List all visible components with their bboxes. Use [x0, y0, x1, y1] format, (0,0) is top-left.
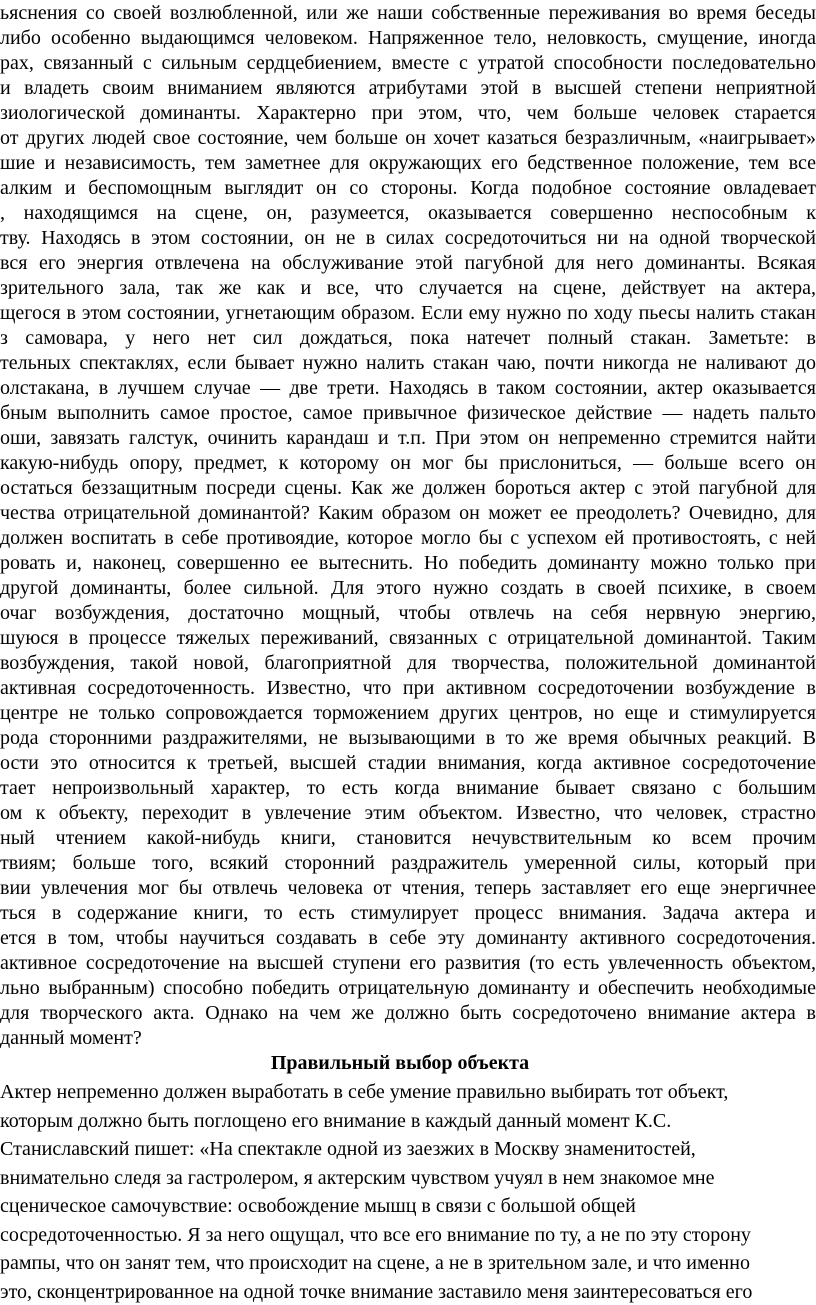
text-line: тву. Находясь в этом состоянии, он не в силах сосредоточиться ни на одной творческой: [0, 227, 816, 249]
text-line: активная сосредоточенность. Известно, что при активном сосредоточении возбуждение в: [0, 677, 816, 699]
text-line: шуюся в процессе тяжелых переживаний, связанных с отрицательной доминантой. Таким: [0, 627, 816, 649]
text-line: от других людей свое состояние, чем больше он хочет казаться безразличным, «наигрывает»: [0, 127, 816, 149]
text-line: шие и независимость, тем заметнее для окружающих его бедственное положение, тем все: [0, 152, 816, 174]
text-line: з самовара, у него нет сил дождаться, пока натечет полный стакан. Заметьте: в: [0, 327, 816, 349]
text-line: ровать и, наконец, совершенно ее вытеснить. Но победить доминанту можно только при: [0, 552, 816, 574]
text-line: должен воспитать в себе противоядие, которое могло бы с успехом ей противостоять, с ней: [0, 527, 816, 549]
text-line: щегося в этом состоянии, угнетающим образом. Если ему нужно по ходу пьесы налить стакан: [0, 302, 816, 324]
text-line: рода сторонними раздражителями, не вызывающими в то же время обычных реакций. В: [0, 727, 816, 749]
text-line: остаться беззащитным посреди сцены. Как же должен бороться актер с этой пагубной для: [0, 477, 816, 499]
text-line: бным выполнить самое простое, самое привычное физическое действие — надеть пальто: [0, 402, 816, 424]
text-line: тельных спектаклях, если бывает нужно налить стакан чаю, почти никогда не наливают до: [0, 352, 816, 374]
text-line: чества отрицательной доминантой? Каким образом он может ее преодолеть? Очевидно, для: [0, 502, 816, 524]
text-line: алким и беспомощным выглядит он со стороны. Когда подобное состояние овладевает: [0, 177, 816, 199]
text-line: вся его энергия отвлечена на обслуживание этой пагубной для него доминанты. Всякая: [0, 252, 816, 274]
text-line: ости это относится к третьей, высшей стадии внимания, когда активное сосредоточение: [0, 752, 816, 774]
text-line: другой доминанты, более сильной. Для этого нужно создать в своей психике, в своем: [0, 577, 816, 599]
text-line: сосредоточенностью. Я за него ощущал, что все его внимание по ту, а не по эту сторону: [0, 1223, 751, 1246]
text-line: тает непроизвольный характер, то есть когда внимание бывает связано с большим: [0, 777, 816, 799]
text-line: зиологической доминанты. Характерно при этом, что, чем больше человек старается: [0, 102, 816, 124]
text-line: зрительного зала, так же как и все, что случается на сцене, действует на актера,: [0, 277, 816, 299]
section-heading: Правильный выбор объекта: [270, 1052, 530, 1074]
text-line: либо особенно выдающимся человеком. Напряженное тело, неловкость, смущение, иногда: [0, 27, 816, 49]
text-line: активное сосредоточение на высшей ступени его развития (то есть увлеченность объектом,: [0, 952, 816, 974]
text-line: ьяснения со своей возлюбленной, или же наши собственные переживания во время беседы: [0, 2, 816, 24]
text-line: ется в том, чтобы научиться создавать в себе эту доминанту активного сосредоточения.: [0, 927, 816, 949]
text-line: данный момент?: [0, 1027, 142, 1049]
text-line: твиям; больше того, всякий сторонний раздражитель умеренной силы, который при: [0, 852, 816, 874]
text-line: льно выбранным) способно победить отрицательную доминанту и обеспечить необходимые: [0, 977, 816, 999]
text-line: это, сконцентрированное на одной точке внимание заставило меня заинтересоваться его: [0, 1280, 753, 1303]
text-line: оши, завязать галстук, очинить карандаш и т.п. При этом он непременно стремится найти: [0, 427, 816, 449]
text-line: ный чтением какой-нибудь книги, становится нечувствительным ко всем прочим: [0, 827, 816, 849]
text-line: возбуждения, такой новой, благоприятной для творчества, положительной доминантой: [0, 652, 816, 674]
text-line: Актер непременно должен выработать в себе умение правильно выбирать тот объект,: [0, 1081, 729, 1103]
text-line: олстакана, в лучшем случае — две трети. Находясь в таком состоянии, актер оказывается: [0, 377, 816, 399]
text-line: и владеть своим вниманием являются атрибутами этой в высшей степени неприятной: [0, 77, 816, 99]
text-line: которым должно быть поглощено его внимание в каждый данный момент К.С.: [0, 1109, 672, 1132]
text-line: вии увлечения мог бы отвлечь человека от чтения, теперь заставляет его еще энергичнее: [0, 877, 816, 899]
text-line: рампы, что он занят тем, что происходит на сцене, а не в зрительном зале, и что именно: [0, 1252, 750, 1274]
text-line: ом к объекту, переходит в увлечение этим объектом. Известно, что человек, страстно: [0, 802, 816, 824]
text-line: какую-нибудь опору, предмет, к которому он мог бы прислониться, — больше всего он: [0, 452, 816, 474]
text-line: рах, связанный с сильным сердцебиением, вместе с утратой способности последовательно: [0, 52, 816, 74]
text-line: сценическое самочувствие: освобождение мышц в связи с большой общей: [0, 1195, 636, 1217]
text-line: , находящимся на сцене, он, разумеется, оказывается совершенно неспособным к: [0, 202, 816, 224]
text-line: Станиславский пишет: «На спектакле одной из заезжих в Москву знаменитостей,: [0, 1138, 696, 1160]
text-line: для творческого акта. Однако на чем же должно быть сосредоточено внимание актера в: [0, 1002, 816, 1024]
text-line: центре не только сопровождается торможением других центров, но еще и стимулируется: [0, 702, 816, 724]
text-line: внимательно следя за гастролером, я актерским чувством учуял в нем знакомое мне: [0, 1166, 715, 1189]
text-line: очаг возбуждения, достаточно мощный, чтобы отвлечь на себя нервную энергию,: [0, 602, 816, 624]
text-line: ться в содержание книги, то есть стимулирует процесс внимания. Задача актера и: [0, 902, 816, 924]
